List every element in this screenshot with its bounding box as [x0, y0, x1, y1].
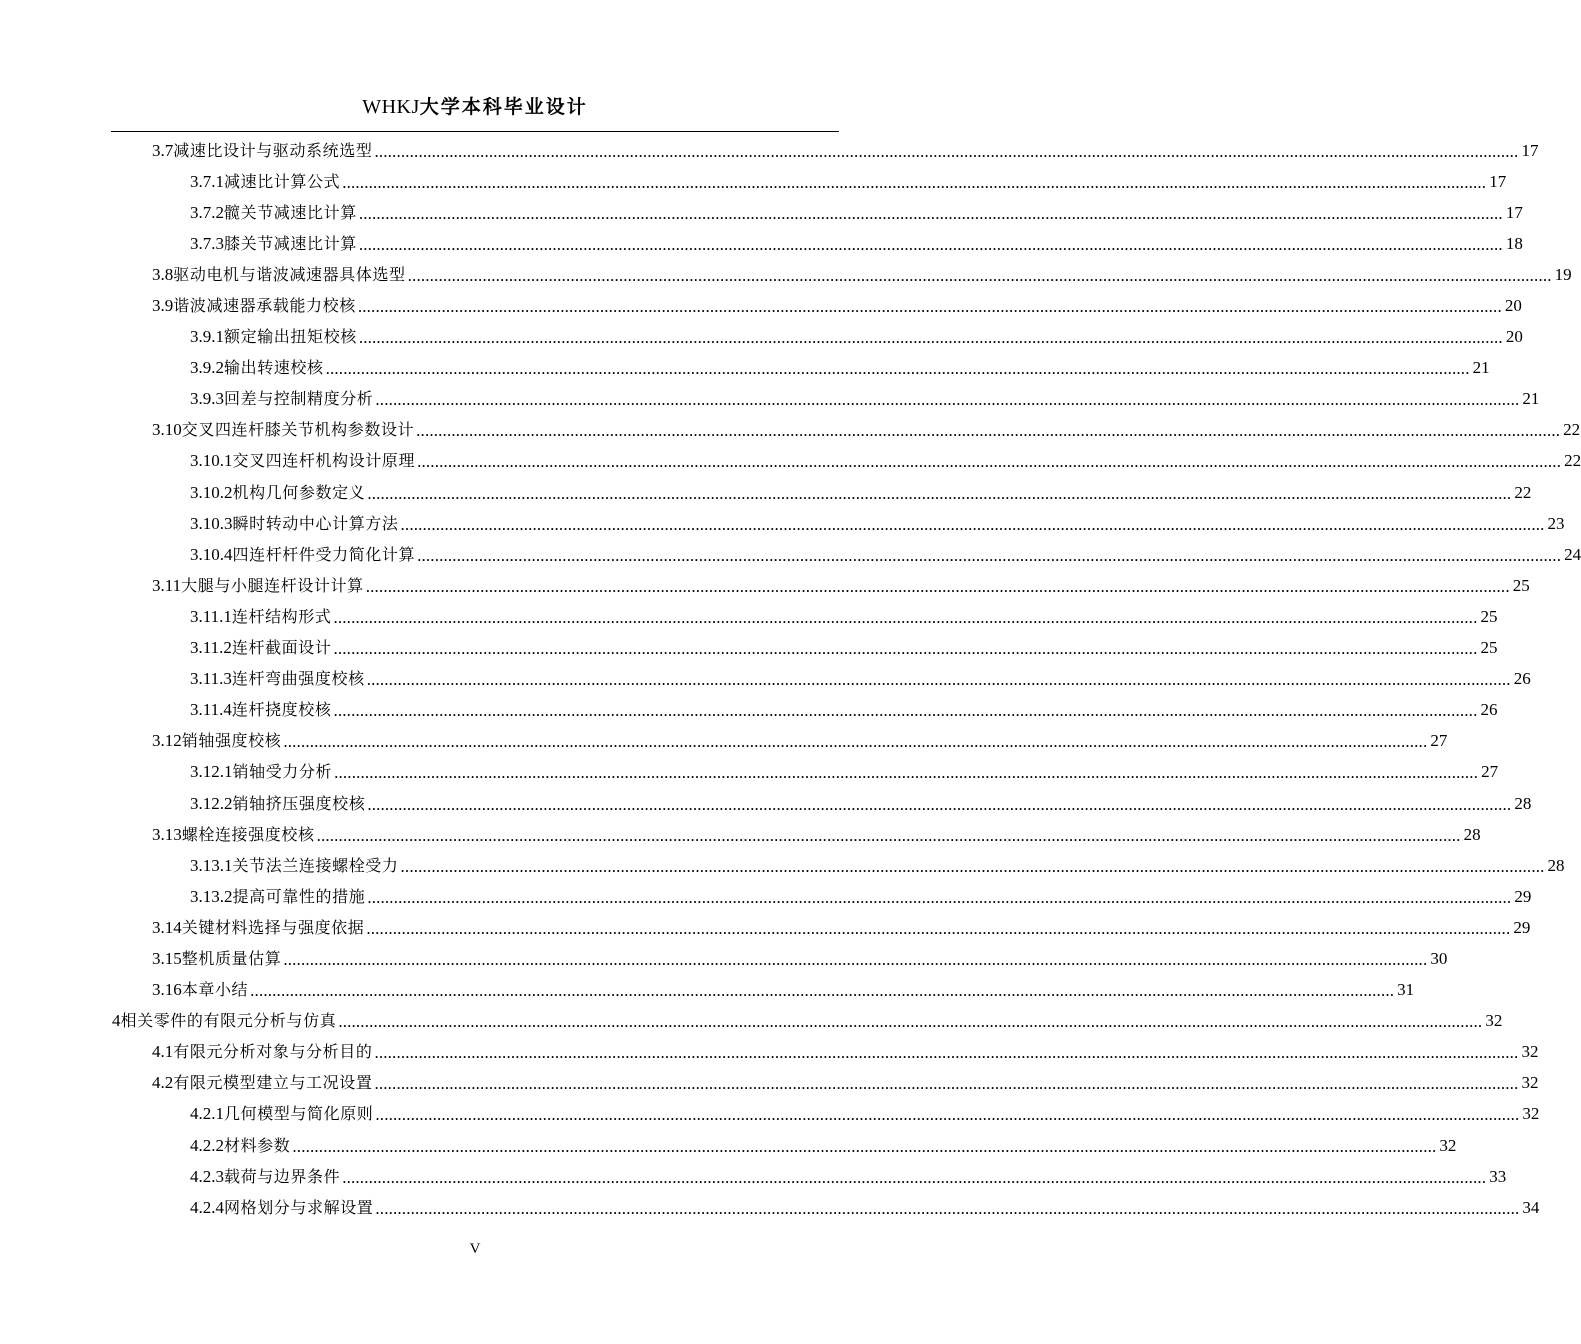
toc-entry-page: 26	[1480, 700, 1498, 720]
toc-entry-number: 3.7.1	[190, 171, 224, 191]
toc-entry-page: 20	[1505, 327, 1523, 347]
toc-entry-title: 谐波减速器承载能力校核	[173, 296, 356, 316]
toc-dot-leader: ....................................................................................................................................................................................................................................................................	[366, 918, 1511, 938]
toc-entry[interactable]	[0, 353, 1490, 384]
table-of-contents	[0, 135, 1581, 1223]
toc-entry-page: 25	[1480, 606, 1498, 626]
toc-entry-title: 输出转速校核	[224, 358, 324, 378]
toc-dot-leader: ....................................................................................................................................................................................................................................................................	[416, 421, 1561, 441]
toc-entry-page: 29	[1514, 886, 1532, 906]
toc-entry-number: 3.8	[152, 264, 174, 284]
toc-entry-page: 19	[1554, 264, 1572, 284]
toc-dot-leader: ....................................................................................................................................................................................................................................................................	[358, 234, 1503, 254]
toc-entry-number: 4.2.2	[190, 1135, 224, 1155]
toc-entry[interactable]	[0, 1192, 1540, 1223]
toc-entry-number: 3.11.2	[190, 638, 232, 658]
toc-entry-page: 28	[1463, 824, 1481, 844]
toc-entry-page: 21	[1472, 358, 1490, 378]
toc-entry-number: 3.9.3	[190, 389, 224, 409]
toc-entry-number: 3.13.1	[190, 855, 233, 875]
toc-entry-number: 3.14	[152, 917, 182, 937]
toc-entry-number: 4.2.1	[190, 1104, 224, 1124]
toc-entry[interactable]	[0, 1130, 1457, 1161]
toc-entry-title: 整机质量估算	[181, 948, 282, 968]
toc-entry-title: 连杆挠度校核	[231, 700, 332, 720]
toc-entry-title: 销轴挤压强度校核	[232, 793, 366, 813]
toc-entry-number: 3.10.4	[190, 544, 233, 564]
toc-entry-page: 30	[1430, 948, 1448, 968]
toc-entry-title: 本章小结	[181, 980, 249, 1000]
toc-entry[interactable]	[0, 757, 1499, 788]
toc-entry-number: 3.13	[152, 824, 182, 844]
toc-entry-title: 四连杆杆件受力简化计算	[232, 544, 416, 564]
toc-entry-page: 17	[1521, 140, 1539, 160]
toc-dot-leader: ....................................................................................................................................................................................................................................................................	[357, 297, 1502, 317]
toc-entry-title: 大腿与小腿连杆设计计算	[181, 575, 364, 595]
toc-entry[interactable]	[0, 1099, 1540, 1130]
toc-entry-number: 3.11.4	[190, 700, 232, 720]
toc-dot-leader: ....................................................................................................................................................................................................................................................................	[367, 887, 1512, 907]
toc-entry-number: 3.11.1	[190, 606, 232, 626]
toc-entry-number: 3.9.2	[190, 358, 224, 378]
toc-dot-leader: ....................................................................................................................................................................................................................................................................	[338, 1012, 1483, 1032]
toc-entry-title: 髋关节减速比计算	[224, 202, 357, 222]
toc-entry[interactable]	[0, 850, 1565, 881]
toc-entry-page: 31	[1397, 980, 1415, 1000]
toc-entry-page: 25	[1480, 638, 1498, 658]
toc-dot-leader: ....................................................................................................................................................................................................................................................................	[375, 1198, 1520, 1218]
toc-entry-title: 销轴强度校核	[181, 731, 282, 751]
toc-entry-number: 3.13.2	[190, 886, 233, 906]
toc-entry-number: 3.10.2	[190, 482, 233, 502]
toc-entry[interactable]	[0, 1068, 1539, 1099]
page-number: V	[469, 1241, 481, 1257]
toc-entry-title: 交叉四连杆膝关节机构参数设计	[181, 420, 415, 440]
toc-entry-number: 3.10	[152, 420, 182, 440]
toc-entry-page: 29	[1513, 917, 1531, 937]
toc-entry-title: 连杆结构形式	[231, 606, 332, 626]
toc-entry-page: 34	[1522, 1197, 1540, 1217]
header-title: 大学本科毕业设计	[419, 96, 588, 118]
toc-entry[interactable]	[0, 664, 1531, 695]
toc-dot-leader: ....................................................................................................................................................................................................................................................................	[417, 545, 1562, 565]
toc-dot-leader: ....................................................................................................................................................................................................................................................................	[333, 639, 1478, 659]
toc-entry[interactable]	[0, 415, 1581, 446]
toc-dot-leader: ....................................................................................................................................................................................................................................................................	[407, 265, 1552, 285]
toc-entry-number: 4.1	[152, 1042, 174, 1062]
toc-entry-title: 连杆弯曲强度校核	[231, 669, 365, 689]
toc-dot-leader: ....................................................................................................................................................................................................................................................................	[374, 141, 1519, 161]
toc-entry[interactable]	[0, 1161, 1507, 1192]
toc-entry-page: 32	[1485, 1011, 1503, 1031]
toc-entry-number: 3.7.3	[190, 233, 224, 253]
toc-dot-leader: ....................................................................................................................................................................................................................................................................	[365, 576, 1510, 596]
toc-entry-page: 21	[1522, 389, 1540, 409]
toc-entry[interactable]	[0, 1037, 1539, 1068]
toc-entry-title: 回差与控制精度分析	[224, 389, 374, 409]
toc-entry-title: 有限元分析对象与分析目的	[173, 1042, 373, 1062]
toc-dot-leader: ....................................................................................................................................................................................................................................................................	[367, 483, 1512, 503]
toc-entry-page: 17	[1505, 202, 1523, 222]
toc-entry-title: 连杆截面设计	[231, 638, 332, 658]
toc-entry-number: 4.2	[152, 1073, 174, 1093]
toc-entry-page: 32	[1521, 1073, 1539, 1093]
toc-dot-leader: ....................................................................................................................................................................................................................................................................	[325, 359, 1470, 379]
toc-entry-title: 关节法兰连接螺栓受力	[232, 855, 399, 875]
toc-entry-page: 22	[1564, 451, 1581, 471]
toc-entry-page: 23	[1547, 513, 1565, 533]
toc-dot-leader: ....................................................................................................................................................................................................................................................................	[283, 949, 1428, 969]
toc-dot-leader: ....................................................................................................................................................................................................................................................................	[367, 794, 1512, 814]
toc-entry-number: 3.10.3	[190, 513, 233, 533]
toc-entry-page: 28	[1514, 793, 1532, 813]
toc-dot-leader: ....................................................................................................................................................................................................................................................................	[400, 856, 1545, 876]
toc-entry-title: 减速比设计与驱动系统选型	[173, 140, 373, 160]
toc-entry-number: 3.10.1	[190, 451, 233, 471]
toc-entry[interactable]	[0, 384, 1540, 415]
toc-entry-number: 4.2.3	[190, 1166, 224, 1186]
toc-entry-title: 网格划分与求解设置	[224, 1197, 374, 1217]
toc-entry-page: 26	[1513, 669, 1531, 689]
toc-entry-page: 28	[1547, 855, 1565, 875]
toc-dot-leader: ....................................................................................................................................................................................................................................................................	[342, 1167, 1487, 1187]
toc-entry-title: 销轴受力分析	[232, 762, 333, 782]
toc-entry-number: 4	[112, 1011, 121, 1031]
toc-entry[interactable]	[0, 477, 1532, 508]
toc-dot-leader: ....................................................................................................................................................................................................................................................................	[374, 1043, 1519, 1063]
toc-entry-number: 4.2.4	[190, 1197, 224, 1217]
toc-entry[interactable]	[0, 695, 1498, 726]
toc-entry-number: 3.12.2	[190, 793, 233, 813]
header-school-code: WHKJ	[362, 96, 420, 118]
toc-entry-number: 3.16	[152, 980, 182, 1000]
toc-entry-title: 机构几何参数定义	[232, 482, 366, 502]
toc-entry-page: 32	[1521, 1042, 1539, 1062]
toc-entry-page: 17	[1489, 171, 1507, 191]
toc-entry[interactable]	[0, 539, 1581, 570]
toc-entry[interactable]	[0, 135, 1539, 166]
toc-dot-leader: ....................................................................................................................................................................................................................................................................	[375, 390, 1520, 410]
toc-dot-leader: ....................................................................................................................................................................................................................................................................	[358, 203, 1503, 223]
toc-entry-page: 25	[1512, 575, 1530, 595]
toc-entry[interactable]	[0, 601, 1498, 632]
toc-entry[interactable]	[0, 1006, 1503, 1037]
toc-entry-number: 3.11	[152, 575, 182, 595]
toc-dot-leader: ....................................................................................................................................................................................................................................................................	[250, 981, 1395, 1001]
toc-entry-number: 3.12.1	[190, 762, 233, 782]
toc-entry[interactable]	[0, 290, 1522, 321]
toc-entry-title: 材料参数	[224, 1135, 291, 1155]
toc-entry-page: 27	[1430, 731, 1448, 751]
toc-entry-title: 减速比计算公式	[224, 171, 341, 191]
toc-entry-number: 3.9.1	[190, 327, 224, 347]
toc-entry-title: 几何模型与简化原则	[224, 1104, 374, 1124]
toc-dot-leader: ....................................................................................................................................................................................................................................................................	[333, 701, 1478, 721]
toc-entry-page: 18	[1505, 233, 1523, 253]
toc-dot-leader: ....................................................................................................................................................................................................................................................................	[358, 328, 1503, 348]
toc-dot-leader: ....................................................................................................................................................................................................................................................................	[316, 825, 1461, 845]
toc-dot-leader: ....................................................................................................................................................................................................................................................................	[283, 732, 1428, 752]
toc-dot-leader: ....................................................................................................................................................................................................................................................................	[292, 1136, 1437, 1156]
toc-dot-leader: ....................................................................................................................................................................................................................................................................	[375, 1105, 1520, 1125]
toc-entry-number: 3.7.2	[190, 202, 224, 222]
toc-entry[interactable]	[0, 166, 1507, 197]
toc-entry-number: 3.9	[152, 296, 174, 316]
toc-entry-title: 有限元模型建立与工况设置	[173, 1073, 373, 1093]
toc-entry-title: 提高可靠性的措施	[232, 886, 366, 906]
toc-entry[interactable]	[0, 726, 1448, 757]
toc-entry-page: 22	[1563, 420, 1581, 440]
toc-entry[interactable]	[0, 446, 1581, 477]
toc-entry-page: 24	[1564, 544, 1581, 564]
toc-dot-leader: ....................................................................................................................................................................................................................................................................	[417, 452, 1562, 472]
toc-entry-number: 3.15	[152, 948, 182, 968]
toc-dot-leader: ....................................................................................................................................................................................................................................................................	[334, 763, 1479, 783]
toc-entry-title: 相关零件的有限元分析与仿真	[120, 1011, 337, 1031]
toc-dot-leader: ....................................................................................................................................................................................................................................................................	[374, 1074, 1519, 1094]
toc-entry-number: 3.11.3	[190, 669, 232, 689]
toc-entry-title: 驱动电机与谐波减速器具体选型	[173, 264, 406, 284]
toc-entry-title: 膝关节减速比计算	[224, 233, 357, 253]
toc-entry[interactable]	[0, 788, 1532, 819]
toc-entry[interactable]	[0, 819, 1481, 850]
page-header	[0, 92, 950, 121]
toc-entry[interactable]	[0, 975, 1415, 1006]
toc-entry[interactable]	[0, 881, 1532, 912]
toc-entry-title: 螺栓连接强度校核	[181, 824, 315, 844]
toc-entry[interactable]	[0, 197, 1523, 228]
toc-entry-number: 3.12	[152, 731, 182, 751]
toc-entry-title: 载荷与边界条件	[224, 1166, 341, 1186]
toc-entry[interactable]	[0, 912, 1531, 943]
toc-entry[interactable]	[0, 228, 1523, 259]
toc-entry-title: 交叉四连杆机构设计原理	[232, 451, 416, 471]
toc-entry-title: 额定输出扭矩校核	[224, 327, 357, 347]
toc-entry-page: 33	[1489, 1166, 1507, 1186]
header-rule	[111, 131, 839, 132]
toc-dot-leader: ....................................................................................................................................................................................................................................................................	[366, 670, 1511, 690]
toc-entry[interactable]	[0, 570, 1530, 601]
toc-entry-page: 22	[1514, 482, 1532, 502]
toc-entry-number: 3.7	[152, 140, 174, 160]
toc-entry[interactable]	[0, 322, 1523, 353]
toc-entry-page: 20	[1504, 296, 1522, 316]
toc-entry[interactable]	[0, 633, 1498, 664]
toc-entry-title: 瞬时转动中心计算方法	[232, 513, 399, 533]
toc-entry-page: 27	[1481, 762, 1499, 782]
toc-dot-leader: ....................................................................................................................................................................................................................................................................	[333, 607, 1478, 627]
toc-entry[interactable]	[0, 943, 1448, 974]
toc-entry-page: 32	[1522, 1104, 1540, 1124]
toc-entry-title: 关键材料选择与强度依据	[181, 917, 365, 937]
toc-dot-leader: ....................................................................................................................................................................................................................................................................	[400, 514, 1545, 534]
toc-entry-page: 32	[1439, 1135, 1457, 1155]
toc-dot-leader: ....................................................................................................................................................................................................................................................................	[342, 172, 1487, 192]
toc-entry[interactable]	[0, 508, 1565, 539]
toc-entry[interactable]	[0, 259, 1572, 290]
